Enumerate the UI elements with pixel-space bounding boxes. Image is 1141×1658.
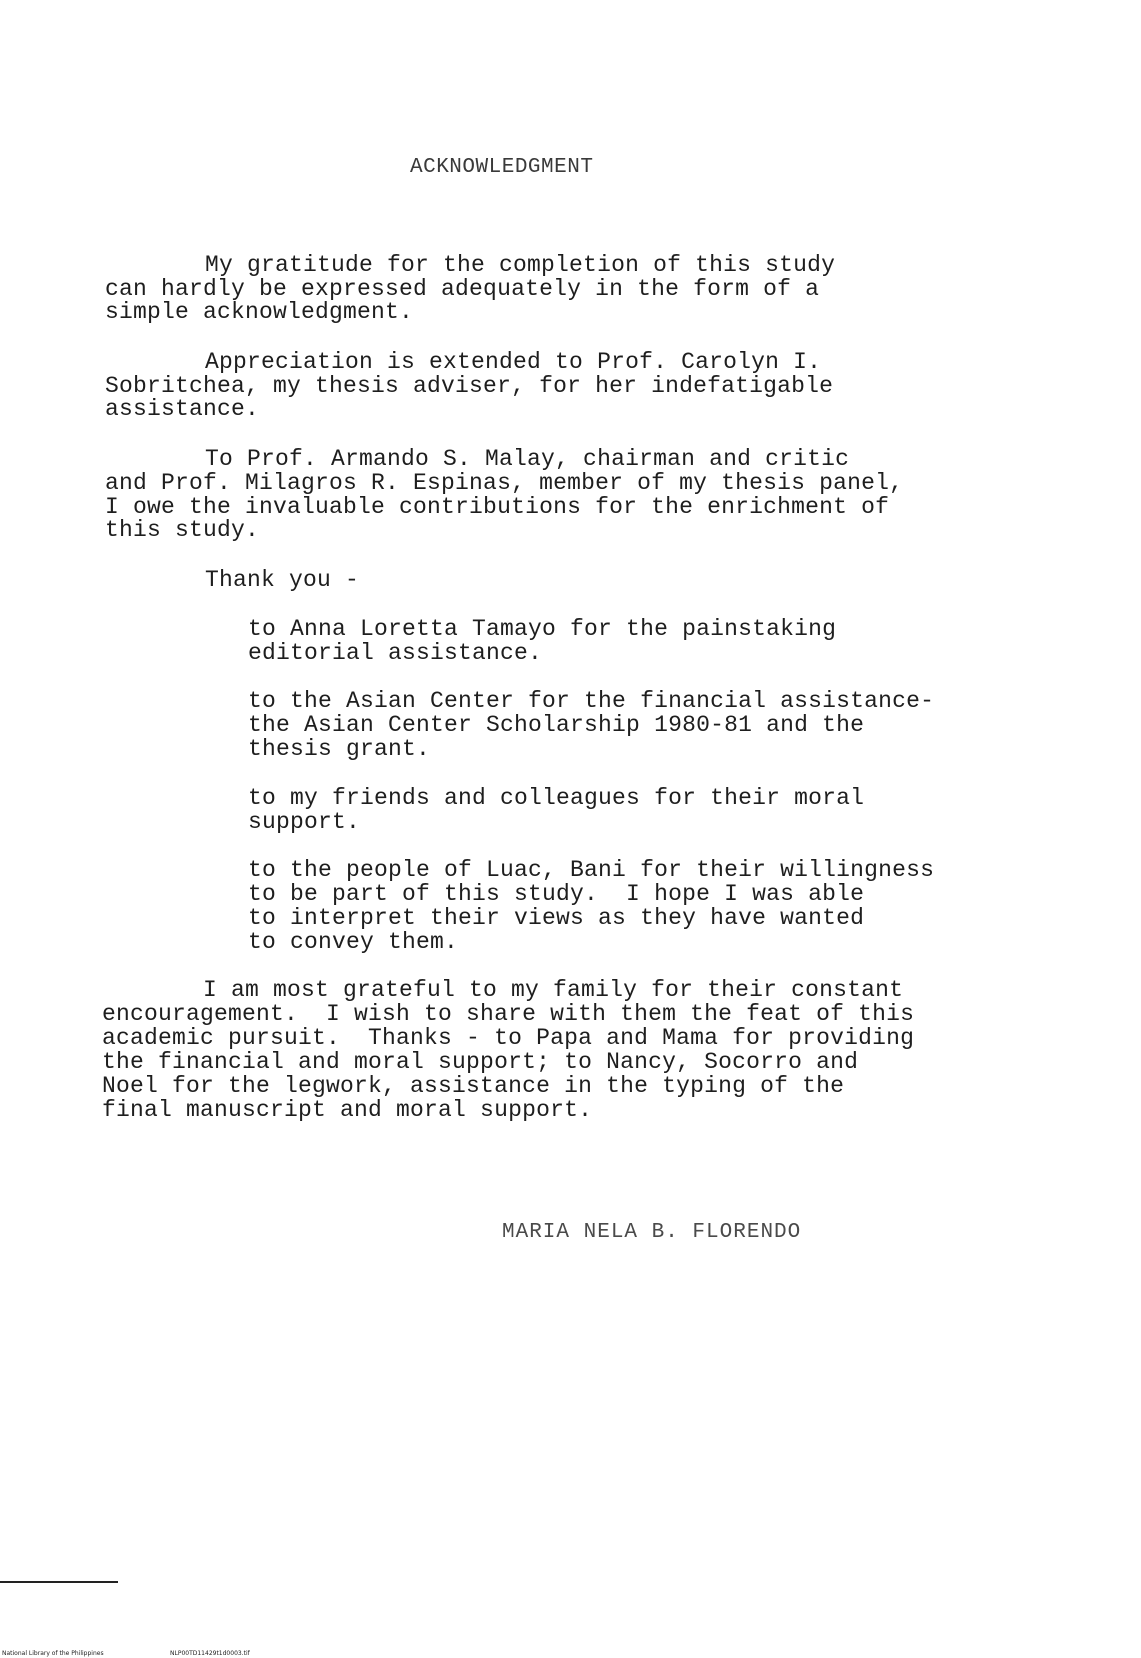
- paragraph-3-line-1: To Prof. Armando S. Malay, chairman and critic: [205, 446, 850, 472]
- paragraph-3-line-3: I owe the invaluable contributions for the enrichment of: [105, 494, 890, 520]
- thanks-item-2-line-3: thesis grant.: [248, 736, 431, 762]
- thanks-item-3-line-2: support.: [248, 809, 361, 835]
- thanks-item-4-line-2: to be part of this study. I hope I was able: [248, 881, 865, 907]
- thanks-item-1-line-1: to Anna Loretta Tamayo for the painstaking: [248, 616, 837, 642]
- thanks-item-2-line-1: to the Asian Center for the financial assistance-: [248, 688, 935, 714]
- author-signature: MARIA NELA B. FLORENDO: [502, 1221, 802, 1244]
- family-paragraph-line-3: academic pursuit. Thanks - to Papa and Mama for providing: [102, 1025, 915, 1051]
- thanks-item-4-line-1: to the people of Luac, Bani for their willingness: [248, 857, 935, 883]
- paragraph-3-line-2: and Prof. Milagros R. Espinas, member of my thesis panel,: [105, 470, 904, 496]
- scan-edge-rule: [0, 1581, 118, 1583]
- family-paragraph-line-2: encouragement. I wish to share with them the feat of this: [102, 1001, 915, 1027]
- paragraph-1-line-3: simple acknowledgment.: [105, 299, 414, 325]
- family-paragraph-line-4: the financial and moral support; to Nancy, Socorro and: [102, 1049, 859, 1075]
- paragraph-3-line-4: this study.: [105, 517, 260, 543]
- thanks-item-3-line-1: to my friends and colleagues for their moral: [248, 785, 865, 811]
- file-id-footer-label: NLP00TD11429t1d0003.tif: [170, 1650, 250, 1657]
- thanks-item-2-line-2: the Asian Center Scholarship 1980-81 and the: [248, 712, 865, 738]
- family-paragraph-line-6: final manuscript and moral support.: [102, 1097, 593, 1123]
- family-paragraph-line-5: Noel for the legwork, assistance in the typing of the: [102, 1073, 845, 1099]
- thanks-item-1-line-2: editorial assistance.: [248, 640, 543, 666]
- paragraph-1-line-2: can hardly be expressed adequately in the form of a: [105, 276, 820, 302]
- thanks-item-4-line-4: to convey them.: [248, 929, 459, 955]
- library-footer-label: National Library of the Philippines: [2, 1650, 104, 1657]
- thanks-item-4-line-3: to interpret their views as they have wanted: [248, 905, 865, 931]
- family-paragraph-line-1: I am most grateful to my family for their constant: [203, 977, 904, 1003]
- paragraph-2-line-1: Appreciation is extended to Prof. Carolyn I.: [205, 349, 822, 375]
- paragraph-1-line-1: My gratitude for the completion of this study: [205, 252, 836, 278]
- page-title: ACKNOWLEDGMENT: [410, 156, 594, 179]
- thank-you-line: Thank you -: [205, 567, 360, 593]
- paragraph-2-line-2: Sobritchea, my thesis adviser, for her indefatigable: [105, 373, 834, 399]
- paragraph-2-line-3: assistance.: [105, 396, 260, 422]
